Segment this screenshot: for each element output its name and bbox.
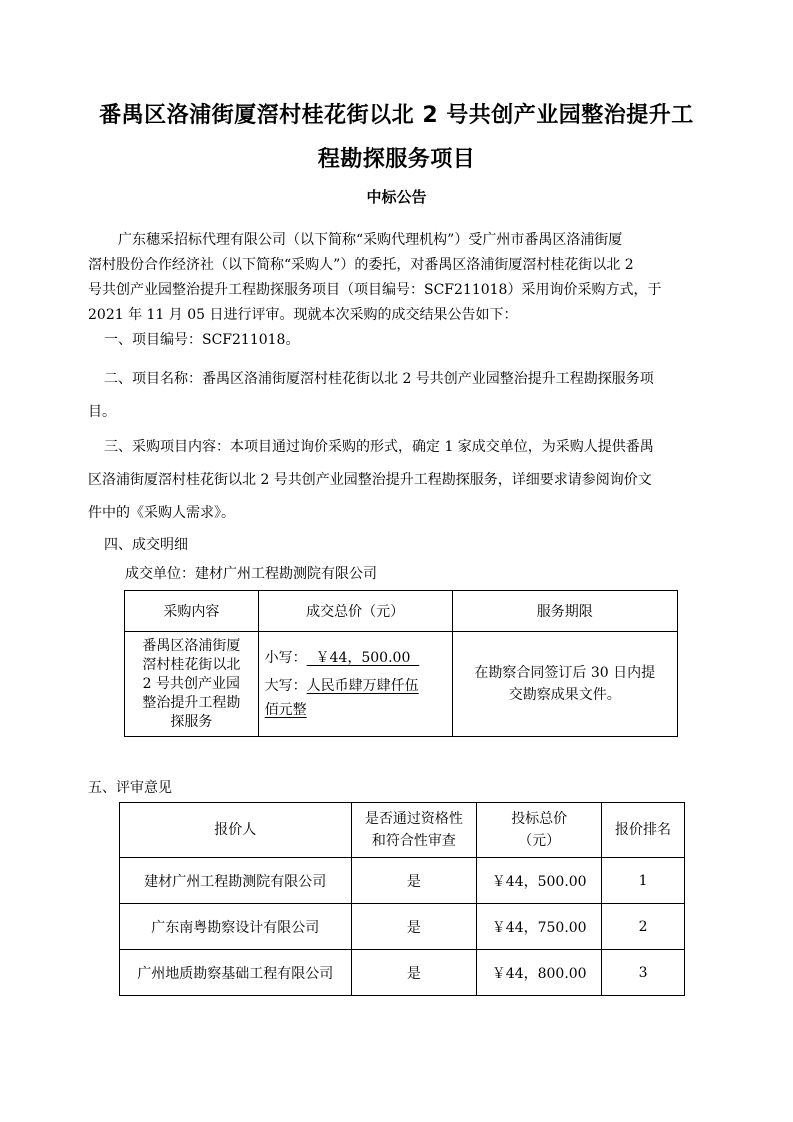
big-amount-line2 xyxy=(265,698,452,722)
review-table-row xyxy=(120,858,685,904)
intro-line-4: 2021 年 11 月 05 日进行评审。现就本次采购的成交结果公告如下： xyxy=(88,307,518,323)
review-header-bidder: 报价人 xyxy=(120,803,352,858)
review-table-row xyxy=(120,904,685,950)
document-subtitle: 中标公告 xyxy=(366,188,427,206)
section-deal-details: 四、成交明细 xyxy=(104,537,188,553)
document-title-line1: 番禺区洛浦街厦滘村桂花街以北 2 号共创产业园整治提升工 xyxy=(99,103,694,128)
review-header-price-line2: （元） xyxy=(518,833,561,849)
deal-table-header xyxy=(125,591,678,632)
review-price: ￥44，500.00 xyxy=(477,858,602,904)
review-rank: 2 xyxy=(602,904,685,950)
section-project-name-line2: 目。 xyxy=(88,404,116,420)
review-bidder: 广州地质勘察基础工程有限公司 xyxy=(120,950,352,996)
winner-line: 成交单位：建材广州工程勘测院有限公司 xyxy=(125,566,377,582)
review-price: ￥44，750.00 xyxy=(477,904,602,950)
deal-content-line: 2 号共创产业园 xyxy=(142,675,240,692)
intro-line-1: 广东穗采招标代理有限公司（以下简称“采购代理机构”）受广州市番禺区洛浦街厦 xyxy=(118,232,623,248)
deal-content-line: 滘村桂花街以北 xyxy=(142,656,241,673)
review-table xyxy=(119,802,685,996)
review-header-rank: 报价排名 xyxy=(602,803,685,858)
big-amount-value-line1: 人民币肆万肆仟伍 xyxy=(306,678,419,694)
section-project-number: 一、项目编号：SCF211018。 xyxy=(104,332,300,348)
section-content-line3: 件中的《采购人需求》。 xyxy=(88,505,235,521)
deal-table-row xyxy=(125,632,678,737)
deal-content-line: 整治提升工程勘 xyxy=(142,694,241,711)
review-header-price-line1: 投标总价 xyxy=(511,811,568,827)
intro-line-2: 滘村股份合作经济社（以下简称“采购人”）的委托，对番禺区洛浦街厦滘村桂花街以北 2 xyxy=(88,257,634,273)
small-amount-value: ￥44，500.00 xyxy=(306,650,420,666)
big-amount-label: 大写： xyxy=(264,678,307,694)
review-table-row xyxy=(120,950,685,996)
review-qualified: 是 xyxy=(351,950,477,996)
big-amount-line xyxy=(265,674,452,698)
review-header-qualified-line1: 是否通过资格性 xyxy=(364,811,463,827)
review-rank: 3 xyxy=(602,950,685,996)
deal-content-line: 探服务 xyxy=(170,713,213,730)
review-qualified: 是 xyxy=(351,904,477,950)
section-content-line1: 三、采购项目内容：本项目通过询价采购的形式，确定 1 家成交单位，为采购人提供番禺 xyxy=(104,439,654,455)
review-bidder: 广东南粤勘察设计有限公司 xyxy=(120,904,352,950)
review-table-header xyxy=(120,803,685,858)
review-header-price xyxy=(477,803,602,858)
deal-header-content: 采购内容 xyxy=(125,591,259,632)
document-title-line2: 程勘探服务项目 xyxy=(317,147,476,172)
big-amount-value-line2: 佰元整 xyxy=(264,702,307,718)
review-header-qualified-line2: 和符合性审查 xyxy=(371,833,456,849)
small-amount-line xyxy=(265,646,452,670)
deal-content-cell xyxy=(125,632,259,737)
review-qualified: 是 xyxy=(351,858,477,904)
review-rank: 1 xyxy=(602,858,685,904)
deal-table xyxy=(124,590,678,737)
review-bidder: 建材广州工程勘测院有限公司 xyxy=(120,858,352,904)
deal-header-price: 成交总价（元） xyxy=(258,591,452,632)
review-header-qualified xyxy=(351,803,477,858)
intro-line-3: 号共创产业园整治提升工程勘探服务项目（项目编号：SCF211018）采用询价采购方式，于 xyxy=(88,282,662,298)
small-amount-label: 小写： xyxy=(264,650,307,666)
deal-content-line: 番禺区洛浦街厦 xyxy=(142,637,241,654)
deal-period-cell xyxy=(452,632,677,737)
review-price: ￥44，800.00 xyxy=(477,950,602,996)
period-line1: 在勘察合同签订后 30 日内提 xyxy=(474,665,656,681)
deal-price-cell xyxy=(258,632,452,737)
section-project-name-line1: 二、项目名称：番禺区洛浦街厦滘村桂花街以北 2 号共创产业园整治提升工程勘探服务项 xyxy=(104,371,654,387)
period-line2: 交勘察成果文件。 xyxy=(508,687,621,703)
deal-header-period: 服务期限 xyxy=(452,591,677,632)
section-review-opinion: 五、评审意见 xyxy=(88,780,172,796)
section-content-line2: 区洛浦街厦滘村桂花街以北 2 号共创产业园整治提升工程勘探服务，详细要求请参阅询价文 xyxy=(88,472,652,488)
